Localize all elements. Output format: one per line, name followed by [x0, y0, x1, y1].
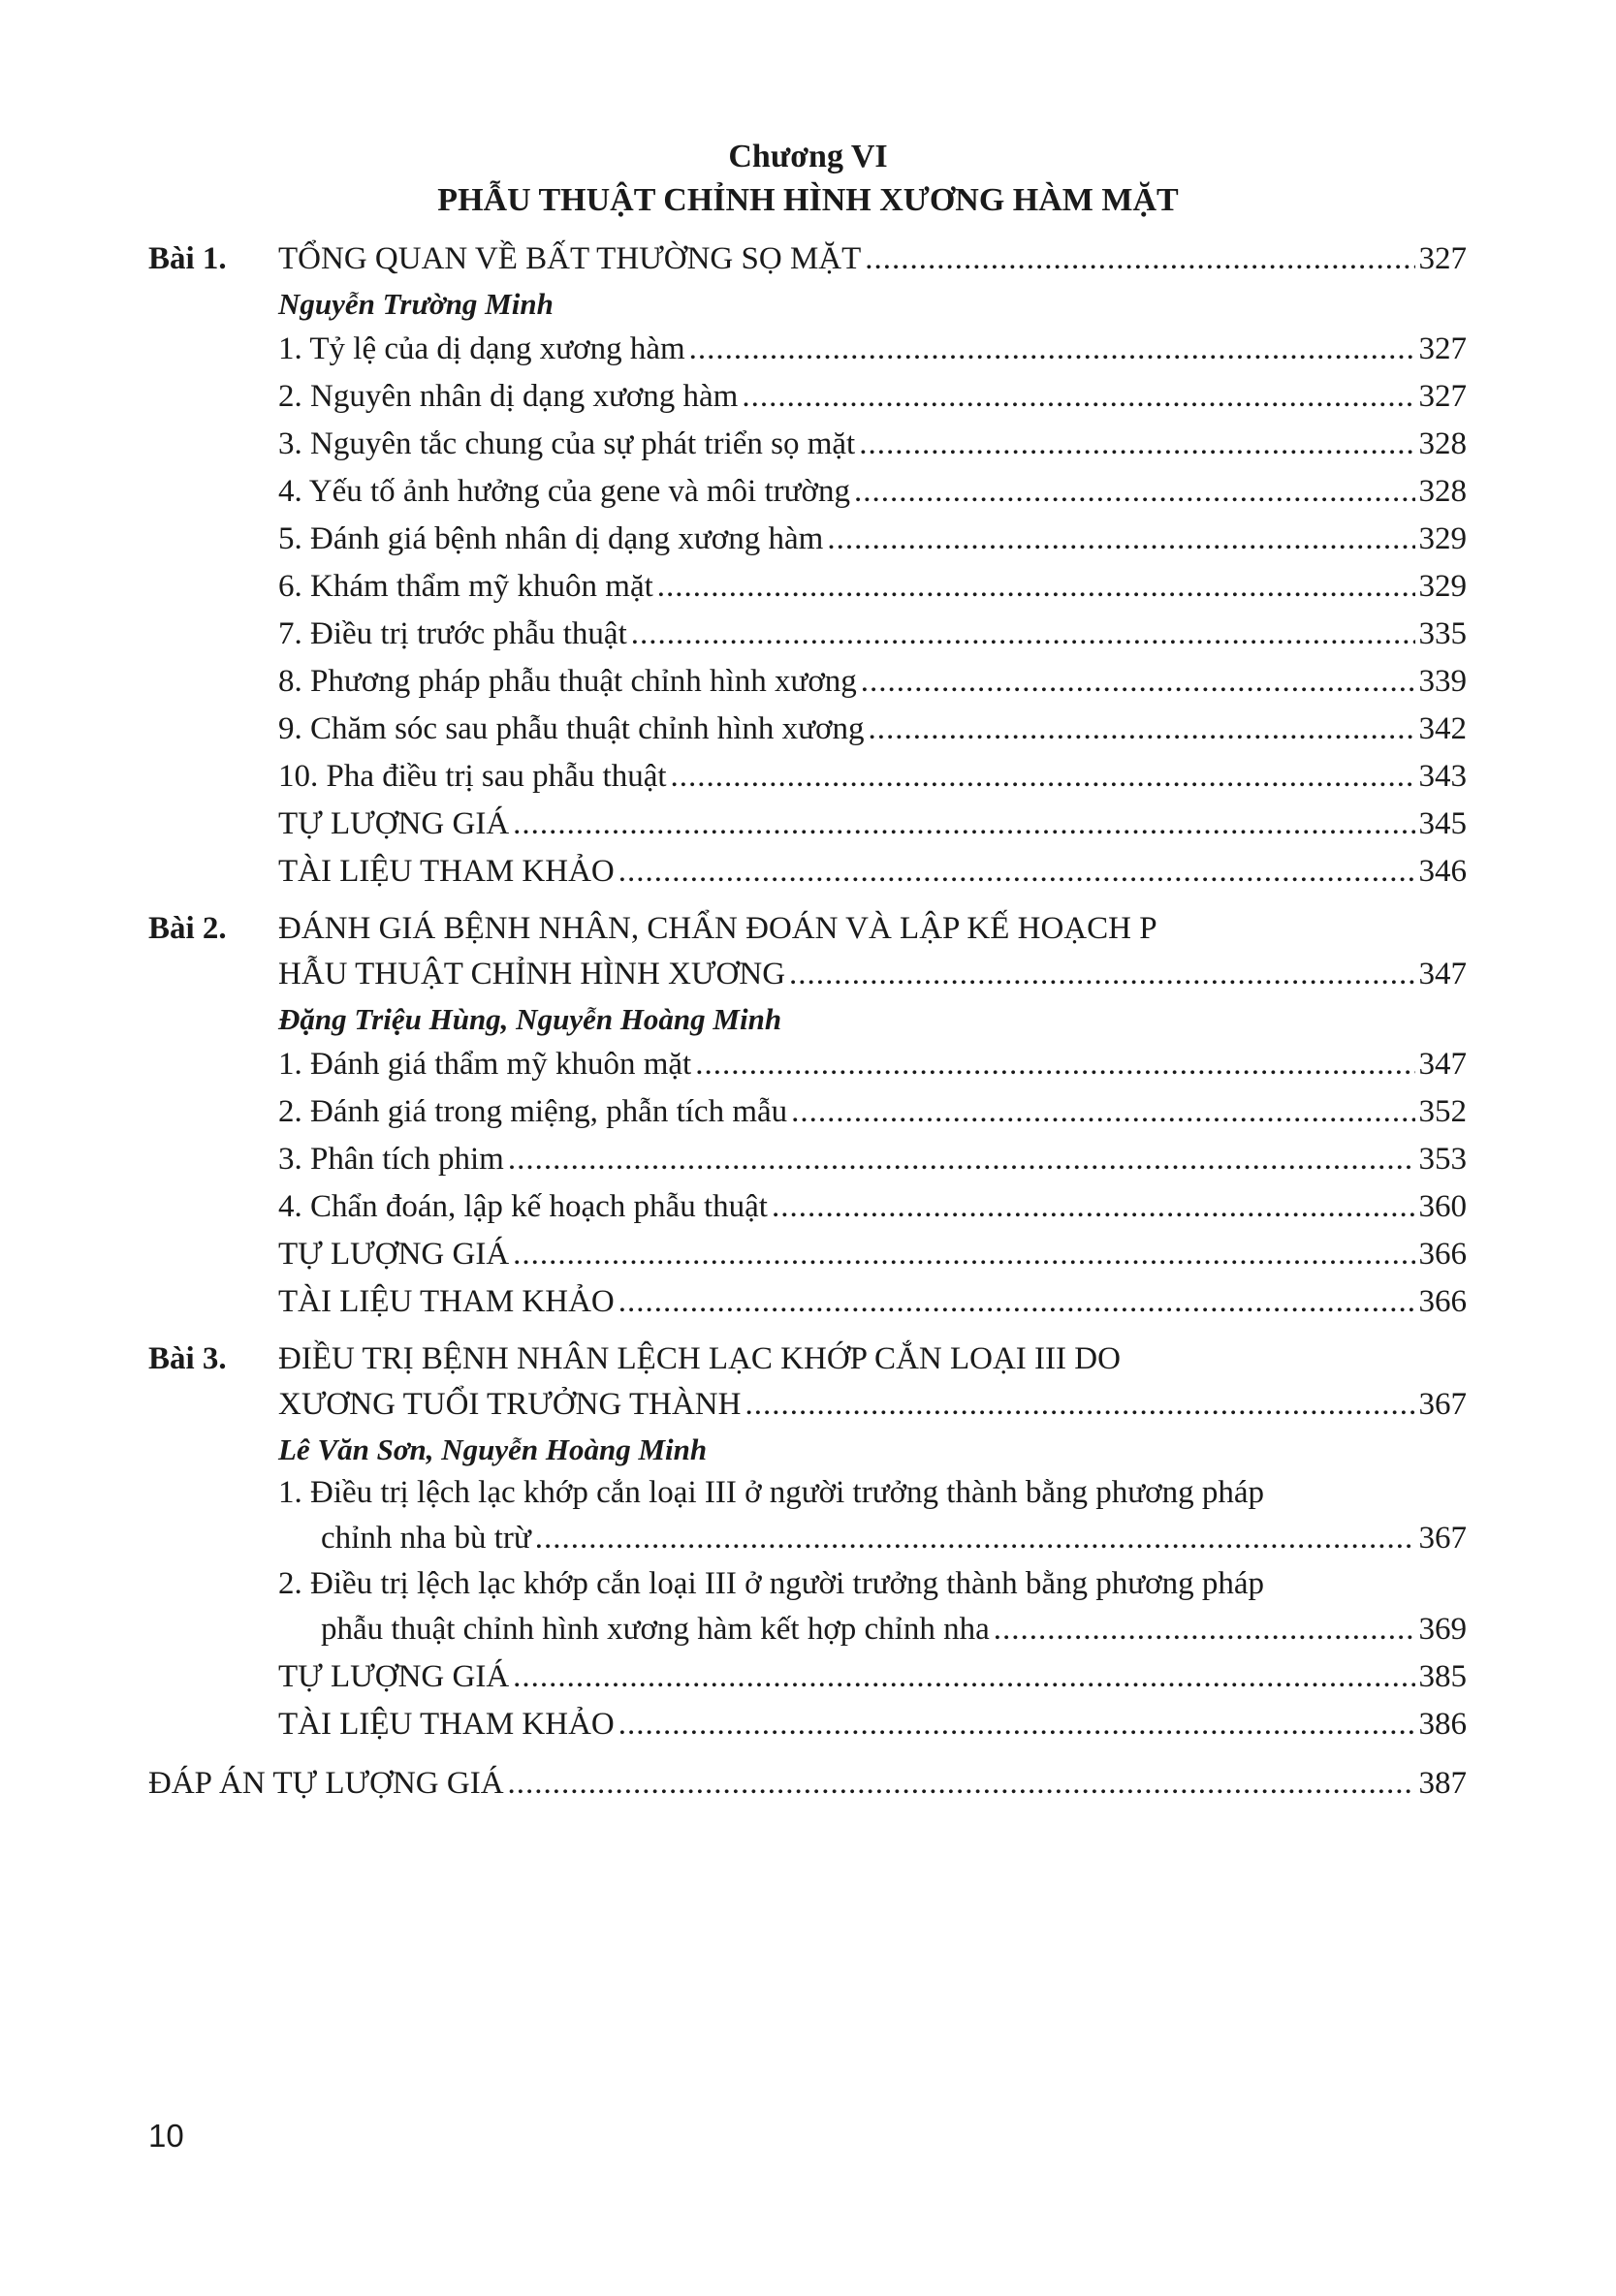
lesson-title-line2: HẪU THUẬT CHỈNH HÌNH XƯƠNG — [278, 957, 786, 991]
page-number: 343 — [1418, 759, 1467, 794]
dot-leader — [513, 1653, 1414, 1701]
dot-leader — [861, 658, 1415, 706]
toc-item-title: 1. Tỷ lệ của dị dạng xương hàm — [278, 331, 685, 366]
toc-item-title: phẫu thuật chỉnh hình xương hàm kết hợp chỉnh nha — [321, 1612, 990, 1647]
page-number: 327 — [1418, 379, 1467, 414]
toc-item-title: 3. Nguyên tắc chung của sự phát triển sọ mặt — [278, 426, 856, 461]
toc-item-title: 6. Khám thẩm mỹ khuôn mặt — [278, 569, 653, 604]
page-number: 339 — [1418, 664, 1467, 699]
page-number: 366 — [1418, 1237, 1467, 1272]
chapter-number: Chương VI — [728, 139, 888, 174]
final-entry-title: ĐÁP ÁN TỰ LƯỢNG GIÁ — [148, 1766, 504, 1801]
toc-item — [148, 706, 1467, 753]
dot-leader — [508, 1136, 1415, 1183]
toc-item — [148, 801, 1467, 848]
dot-leader — [631, 611, 1415, 658]
toc-item — [148, 1183, 1467, 1231]
dot-leader — [671, 753, 1415, 801]
page-number: 345 — [1418, 806, 1467, 841]
toc-item — [148, 563, 1467, 611]
dot-leader — [689, 326, 1415, 373]
toc-item-title: TÀI LIỆU THAM KHẢO — [278, 854, 615, 889]
toc-item — [148, 326, 1467, 373]
lesson-title-line1: ĐIỀU TRỊ BỆNH NHÂN LỆCH LẠC KHỚP CẮN LOẠI III DO — [278, 1341, 1121, 1376]
toc-item-title: TÀI LIỆU THAM KHẢO — [278, 1707, 615, 1742]
page-number: 367 — [1418, 1521, 1467, 1556]
toc-item — [148, 658, 1467, 706]
dot-leader — [854, 468, 1415, 516]
lesson-authors: Lê Văn Sơn, Nguyễn Hoàng Minh — [278, 1432, 708, 1466]
folio-page-number: 10 — [148, 2118, 184, 2154]
lesson-label: Bài 1. — [148, 241, 227, 276]
lesson-heading-cont — [148, 1381, 1467, 1429]
toc-item-title: TỰ LƯỢNG GIÁ — [278, 1237, 510, 1272]
toc-item — [148, 1088, 1467, 1136]
toc-item — [148, 1041, 1467, 1088]
toc-item-title: 9. Chăm sóc sau phẫu thuật chỉnh hình xương — [278, 711, 865, 746]
dot-leader — [869, 706, 1415, 753]
table-of-contents — [148, 236, 1467, 1808]
chapter-title: PHẪU THUẬT CHỈNH HÌNH XƯƠNG HÀM MẶT — [437, 182, 1179, 218]
dot-leader — [827, 516, 1414, 563]
lesson-3 — [148, 1337, 1467, 1748]
dot-leader — [513, 1231, 1414, 1278]
lesson-label: Bài 2. — [148, 911, 227, 946]
dot-leader — [618, 1701, 1415, 1748]
page-number: 347 — [1418, 1047, 1467, 1082]
lesson-heading-cont — [148, 951, 1467, 998]
toc-item — [148, 611, 1467, 658]
page-number: 327 — [1418, 331, 1467, 366]
toc-item-title: 4. Yếu tố ảnh hưởng của gene và môi trường — [278, 474, 850, 509]
page-number: 346 — [1418, 854, 1467, 889]
toc-item-title: 2. Đánh giá trong miệng, phẫn tích mẫu — [278, 1094, 788, 1129]
toc-item — [148, 1136, 1467, 1183]
toc-item-title: 1. Đánh giá thẩm mỹ khuôn mặt — [278, 1047, 692, 1082]
page-number: 328 — [1418, 474, 1467, 509]
toc-item-title: TỰ LƯỢNG GIÁ — [278, 1659, 510, 1694]
toc-item — [148, 468, 1467, 516]
toc-item-title: 10. Pha điều trị sau phẫu thuật — [278, 759, 667, 794]
lesson-authors: Nguyễn Trường Minh — [278, 287, 554, 321]
page-number: 387 — [1418, 1766, 1467, 1801]
dot-leader — [772, 1183, 1415, 1231]
dot-leader — [618, 1278, 1415, 1326]
toc-item-title: 8. Phương pháp phẫu thuật chỉnh hình xương — [278, 664, 857, 699]
toc-item — [148, 421, 1467, 468]
dot-leader — [865, 236, 1414, 283]
lesson-title-line1: ĐÁNH GIÁ BỆNH NHÂN, CHẨN ĐOÁN VÀ LẬP KẾ HOẠCH P — [278, 911, 1157, 946]
toc-item — [148, 1606, 1467, 1653]
lesson-heading — [148, 907, 1467, 951]
lesson-2 — [148, 907, 1467, 1326]
chapter-heading — [0, 136, 1616, 223]
toc-item-title: TÀI LIỆU THAM KHẢO — [278, 1284, 615, 1319]
dot-leader — [618, 848, 1415, 896]
page-number: 329 — [1418, 521, 1467, 556]
page-number: 369 — [1418, 1612, 1467, 1647]
dot-leader — [789, 951, 1414, 998]
toc-item — [148, 1515, 1467, 1562]
lesson-heading — [148, 236, 1467, 283]
toc-item — [148, 373, 1467, 421]
page-number: 386 — [1418, 1707, 1467, 1742]
page-number: 347 — [1418, 957, 1467, 991]
lesson-label: Bài 3. — [148, 1341, 227, 1376]
toc-item — [148, 753, 1467, 801]
toc-item-title: chỉnh nha bù trừ — [321, 1521, 531, 1556]
page-number: 342 — [1418, 711, 1467, 746]
dot-leader — [695, 1041, 1414, 1088]
toc-item — [148, 1653, 1467, 1701]
toc-item-line1: 1. Điều trị lệch lạc khớp cắn loại III ở người trưởng thành bằng phương pháp — [278, 1475, 1264, 1510]
lesson-1 — [148, 236, 1467, 896]
toc-item-title: 3. Phân tích phim — [278, 1142, 504, 1177]
page-number: 367 — [1418, 1387, 1467, 1422]
toc-item-line1: 2. Điều trị lệch lạc khớp cắn loại III ở người trưởng thành bằng phương pháp — [278, 1566, 1264, 1601]
lesson-title-line2: XƯƠNG TUỔI TRƯỞNG THÀNH — [278, 1387, 742, 1422]
page-number: 335 — [1418, 616, 1467, 651]
dot-leader — [745, 1381, 1414, 1429]
page-number: 329 — [1418, 569, 1467, 604]
dot-leader — [535, 1515, 1415, 1562]
page-number: 353 — [1418, 1142, 1467, 1177]
toc-item-title: 7. Điều trị trước phẫu thuật — [278, 616, 627, 651]
toc-item — [148, 1701, 1467, 1748]
lesson-authors: Đặng Triệu Hùng, Nguyễn Hoàng Minh — [278, 1002, 782, 1036]
toc-item-title: TỰ LƯỢNG GIÁ — [278, 806, 510, 841]
toc-item-title: 4. Chẩn đoán, lập kế hoạch phẫu thuật — [278, 1189, 768, 1224]
dot-leader — [859, 421, 1414, 468]
lesson-heading — [148, 1337, 1467, 1381]
dot-leader — [657, 563, 1415, 611]
dot-leader — [742, 373, 1414, 421]
toc-item — [148, 848, 1467, 896]
dot-leader — [791, 1088, 1414, 1136]
page-number: 366 — [1418, 1284, 1467, 1319]
page-number: 328 — [1418, 426, 1467, 461]
dot-leader — [994, 1606, 1415, 1653]
toc-item — [148, 1278, 1467, 1326]
lesson-title: TỔNG QUAN VỀ BẤT THƯỜNG SỌ MẶT — [278, 241, 862, 276]
dot-leader — [508, 1760, 1415, 1808]
toc-item — [148, 1231, 1467, 1278]
final-entry — [148, 1760, 1467, 1808]
toc-item — [148, 516, 1467, 563]
dot-leader — [513, 801, 1414, 848]
page-number: 385 — [1418, 1659, 1467, 1694]
toc-item-title: 5. Đánh giá bệnh nhân dị dạng xương hàm — [278, 521, 824, 556]
page-number: 327 — [1418, 241, 1467, 276]
page-number: 352 — [1418, 1094, 1467, 1129]
page-number: 360 — [1418, 1189, 1467, 1224]
toc-item-title: 2. Nguyên nhân dị dạng xương hàm — [278, 379, 739, 414]
